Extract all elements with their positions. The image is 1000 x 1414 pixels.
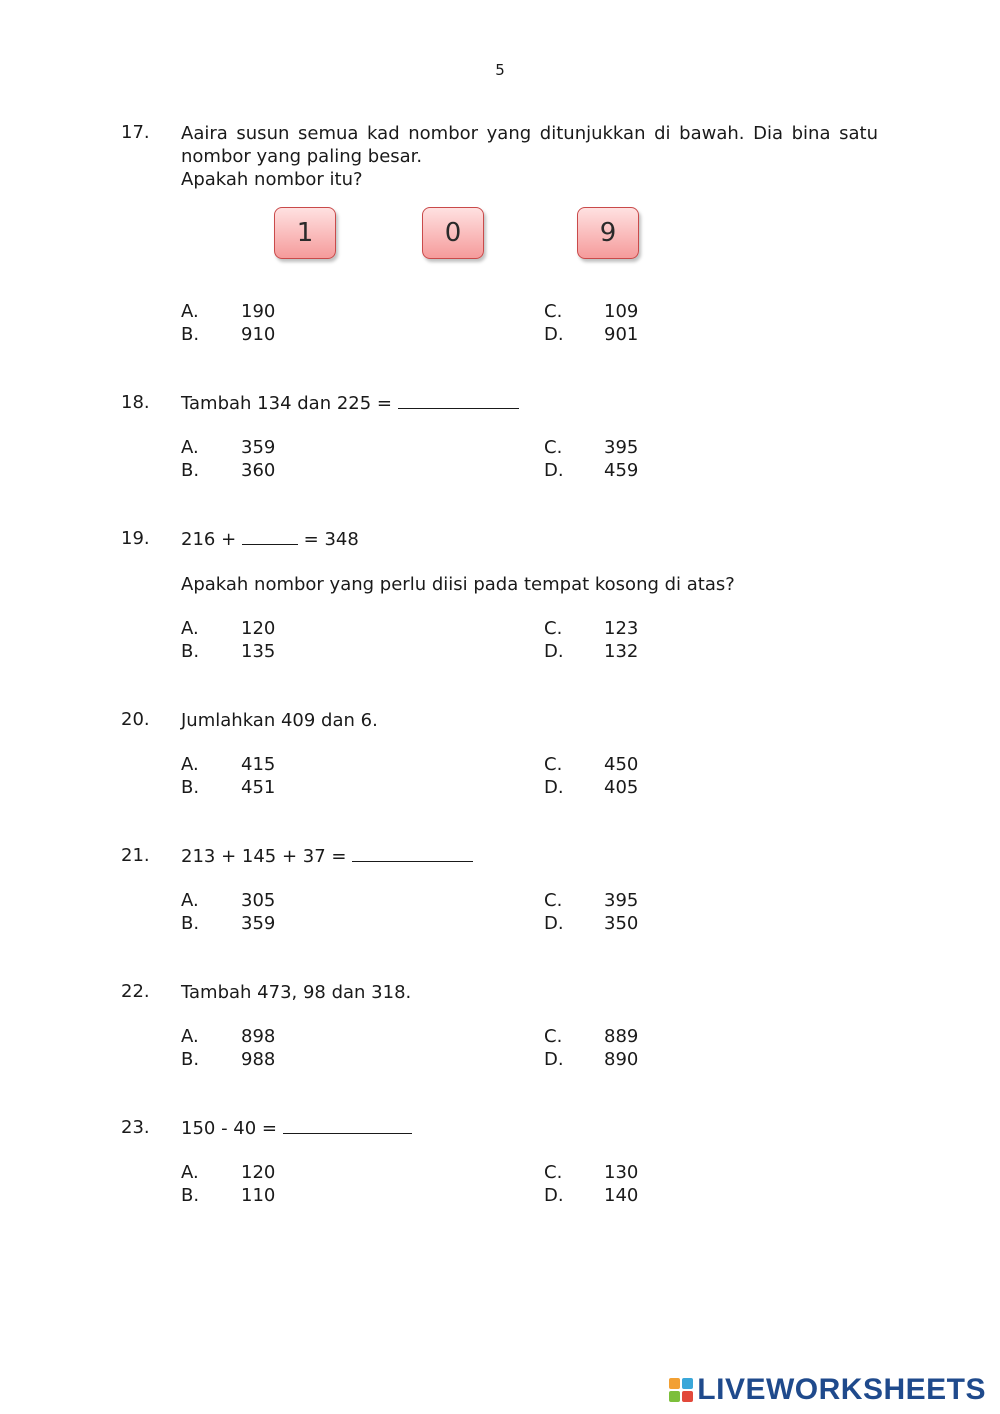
number-card: 9 [577, 207, 639, 259]
option-value: 890 [604, 1049, 639, 1070]
question-text-content: 213 + 145 + 37 = [181, 846, 347, 867]
option-value: 405 [604, 777, 639, 798]
question-text-line: Apakah nombor itu? [181, 169, 363, 190]
option-letter: B. [181, 324, 200, 345]
option-letter: B. [181, 641, 200, 662]
question-number: 22. [121, 981, 150, 1002]
option-letter: A. [181, 1026, 199, 1047]
question-subtext: Apakah nombor yang perlu diisi pada tempat kosong di atas? [181, 574, 735, 595]
option-letter: C. [544, 437, 563, 458]
option-letter: A. [181, 754, 199, 775]
answer-blank[interactable] [242, 528, 298, 545]
question-text [181, 528, 359, 551]
option-value: 132 [604, 641, 639, 662]
option-value: 451 [241, 777, 276, 798]
option-value: 360 [241, 460, 276, 481]
question-number: 21. [121, 845, 150, 866]
option-letter: A. [181, 890, 199, 911]
option-value: 305 [241, 890, 276, 911]
option-letter: D. [544, 641, 564, 662]
option-letter: D. [544, 1185, 564, 1206]
question-text-content: 150 - 40 = [181, 1118, 278, 1139]
option-value: 123 [604, 618, 639, 639]
liveworksheets-logo[interactable] [669, 1372, 986, 1408]
option-letter: C. [544, 1162, 563, 1183]
option-letter: D. [544, 1049, 564, 1070]
question-number: 23. [121, 1117, 150, 1138]
option-letter: A. [181, 1162, 199, 1183]
option-value: 120 [241, 618, 276, 639]
option-letter: B. [181, 777, 200, 798]
answer-blank[interactable] [352, 845, 473, 862]
question-text [181, 122, 878, 191]
question-number: 20. [121, 709, 150, 730]
option-letter: C. [544, 301, 563, 322]
option-value: 120 [241, 1162, 276, 1183]
option-value: 359 [241, 437, 276, 458]
option-letter: C. [544, 1026, 563, 1047]
option-letter: C. [544, 618, 563, 639]
option-value: 910 [241, 324, 276, 345]
option-value: 395 [604, 437, 639, 458]
option-value: 110 [241, 1185, 276, 1206]
number-card: 1 [274, 207, 336, 259]
option-letter: A. [181, 618, 199, 639]
option-value: 350 [604, 913, 639, 934]
option-letter: D. [544, 324, 564, 345]
question-text-line: nombor yang paling besar. [181, 146, 423, 167]
option-letter: B. [181, 913, 200, 934]
option-value: 988 [241, 1049, 276, 1070]
option-value: 395 [604, 890, 639, 911]
option-letter: C. [544, 754, 563, 775]
question-text [181, 392, 519, 415]
liveworksheets-logo-icon [669, 1377, 695, 1403]
option-letter: A. [181, 301, 199, 322]
question-number: 19. [121, 528, 150, 549]
option-letter: B. [181, 460, 200, 481]
answer-blank[interactable] [283, 1117, 412, 1134]
option-value: 190 [241, 301, 276, 322]
question-text: Jumlahkan 409 dan 6. [181, 710, 378, 731]
option-letter: D. [544, 460, 564, 481]
question-text: Tambah 473, 98 dan 318. [181, 982, 412, 1003]
question-text-content: 216 + [181, 529, 237, 550]
question-text [181, 1117, 412, 1140]
page-number: 5 [495, 61, 505, 79]
question-number: 17. [121, 122, 150, 143]
option-value: 450 [604, 754, 639, 775]
option-value: 140 [604, 1185, 639, 1206]
option-value: 359 [241, 913, 276, 934]
option-letter: A. [181, 437, 199, 458]
answer-blank[interactable] [398, 392, 519, 409]
option-letter: B. [181, 1185, 200, 1206]
number-card: 0 [422, 207, 484, 259]
option-value: 130 [604, 1162, 639, 1183]
question-number: 18. [121, 392, 150, 413]
option-letter: D. [544, 913, 564, 934]
question-text-content: = 348 [303, 529, 359, 550]
question-text-line: Aaira susun semua kad nombor yang ditunjukkan di bawah. Dia bina satu [181, 123, 878, 144]
option-letter: D. [544, 777, 564, 798]
option-letter: C. [544, 890, 563, 911]
option-value: 459 [604, 460, 639, 481]
option-value: 889 [604, 1026, 639, 1047]
question-text [181, 845, 473, 868]
option-value: 109 [604, 301, 639, 322]
option-letter: B. [181, 1049, 200, 1070]
option-value: 901 [604, 324, 639, 345]
option-value: 415 [241, 754, 276, 775]
question-text-content: Tambah 134 dan 225 = [181, 393, 392, 414]
logo-text: LIVEWORKSHEETS [697, 1373, 986, 1406]
option-value: 898 [241, 1026, 276, 1047]
option-value: 135 [241, 641, 276, 662]
